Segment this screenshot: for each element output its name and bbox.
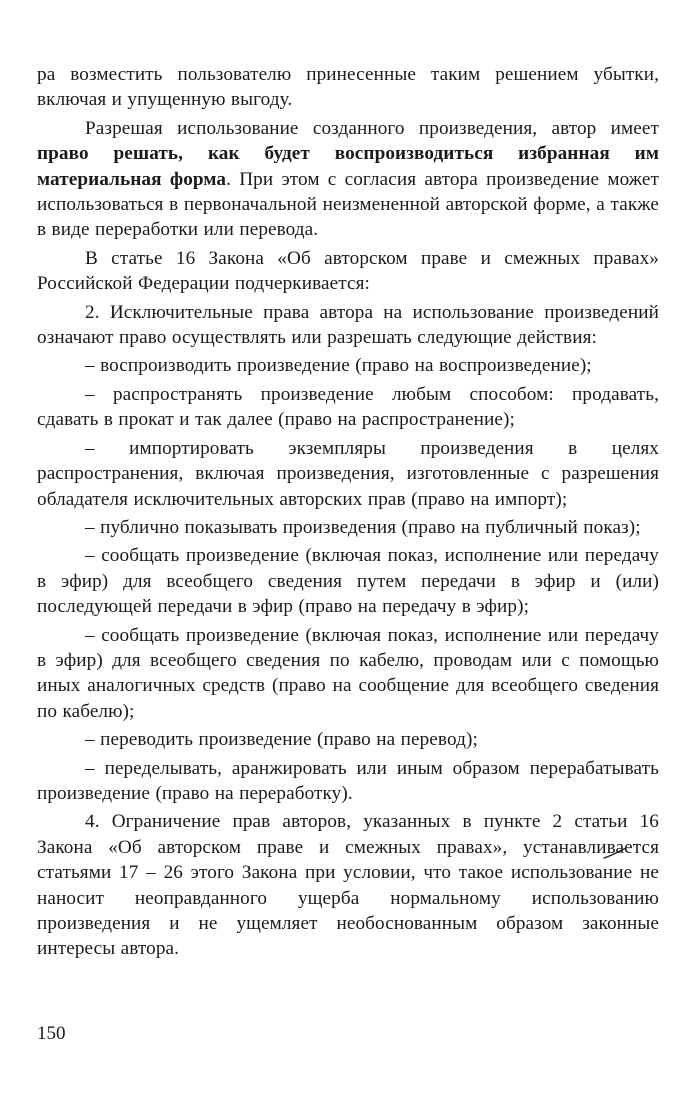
paragraph-author-rights xyxy=(37,116,659,243)
paragraph-text: . При этом с согласия автора произведение может использоваться в первоначальной неизмененной авторской форме, а также в виде переработки или перевода. xyxy=(37,168,659,241)
list-item-adapt: – переделывать, аранжировать или иным образом перерабатывать произведение (право на переработку). xyxy=(37,757,659,804)
list-item-distribute: – распространять произведение любым способом: продавать, сдавать в прокат и так далее (право на распространение); xyxy=(37,383,659,431)
list-item-cable: – сообщать произведение (включая показ, исполнение или передачу в эфир) для всеобщего сведения по кабелю, проводам или с помощью иных аналогичных средств (право на сообщение для всеобщего сведения по кабелю); xyxy=(37,624,659,722)
list-item-translate: – переводить произведение (право на перевод); xyxy=(85,729,478,751)
paragraph-limitation: 4. Ограничение прав авторов, указанных в пункте 2 статьи 16 Закона «Об авторском праве и смежных правах», устанавливается статьями 17 – 26 этого Закона при условии, что такое использование не наносит неоправданного ущерба нормальному использованию произведения и не ущемляет необоснованным образом законные интересы автора. xyxy=(37,811,659,960)
paragraph-exclusive-rights: 2. Исключительные права автора на использование произведений означают право осуществлять или разрешать следующие действия: xyxy=(37,301,659,349)
page-number: 150 xyxy=(37,1023,66,1044)
paragraph-continuation: ра возместить пользователю принесенные таким решением убытки, включая и упущенную выгоду. xyxy=(37,64,659,111)
list-item-broadcast: – сообщать произведение (включая показ, исполнение или передачу в эфир) для всеобщего сведения путем передачи в эфир и (или) последующей передачи в эфир (право на передачу в эфир); xyxy=(37,545,659,618)
pen-mark-icon xyxy=(602,846,628,860)
list-item-reproduce: – воспроизводить произведение (право на воспроизведение); xyxy=(85,355,592,377)
paragraph-text: Разрешая использование созданного произведения, автор имеет xyxy=(85,117,659,139)
page-body xyxy=(37,62,659,965)
bold-phrase: право решать, как будет воспроизводиться избранная им материальная форма xyxy=(37,143,659,190)
list-item-import: – импортировать экземпляры произведения в целях распространения, включая произведения, изготовленные с разрешения обладателя исключительных авторских прав (право на импорт); xyxy=(37,437,659,510)
paragraph-article-16: В статье 16 Закона «Об авторском праве и смежных правах» Российской Федерации подчеркивается: xyxy=(37,247,659,295)
list-item-public-show: – публично показывать произведения (право на публичный показ); xyxy=(85,516,641,538)
